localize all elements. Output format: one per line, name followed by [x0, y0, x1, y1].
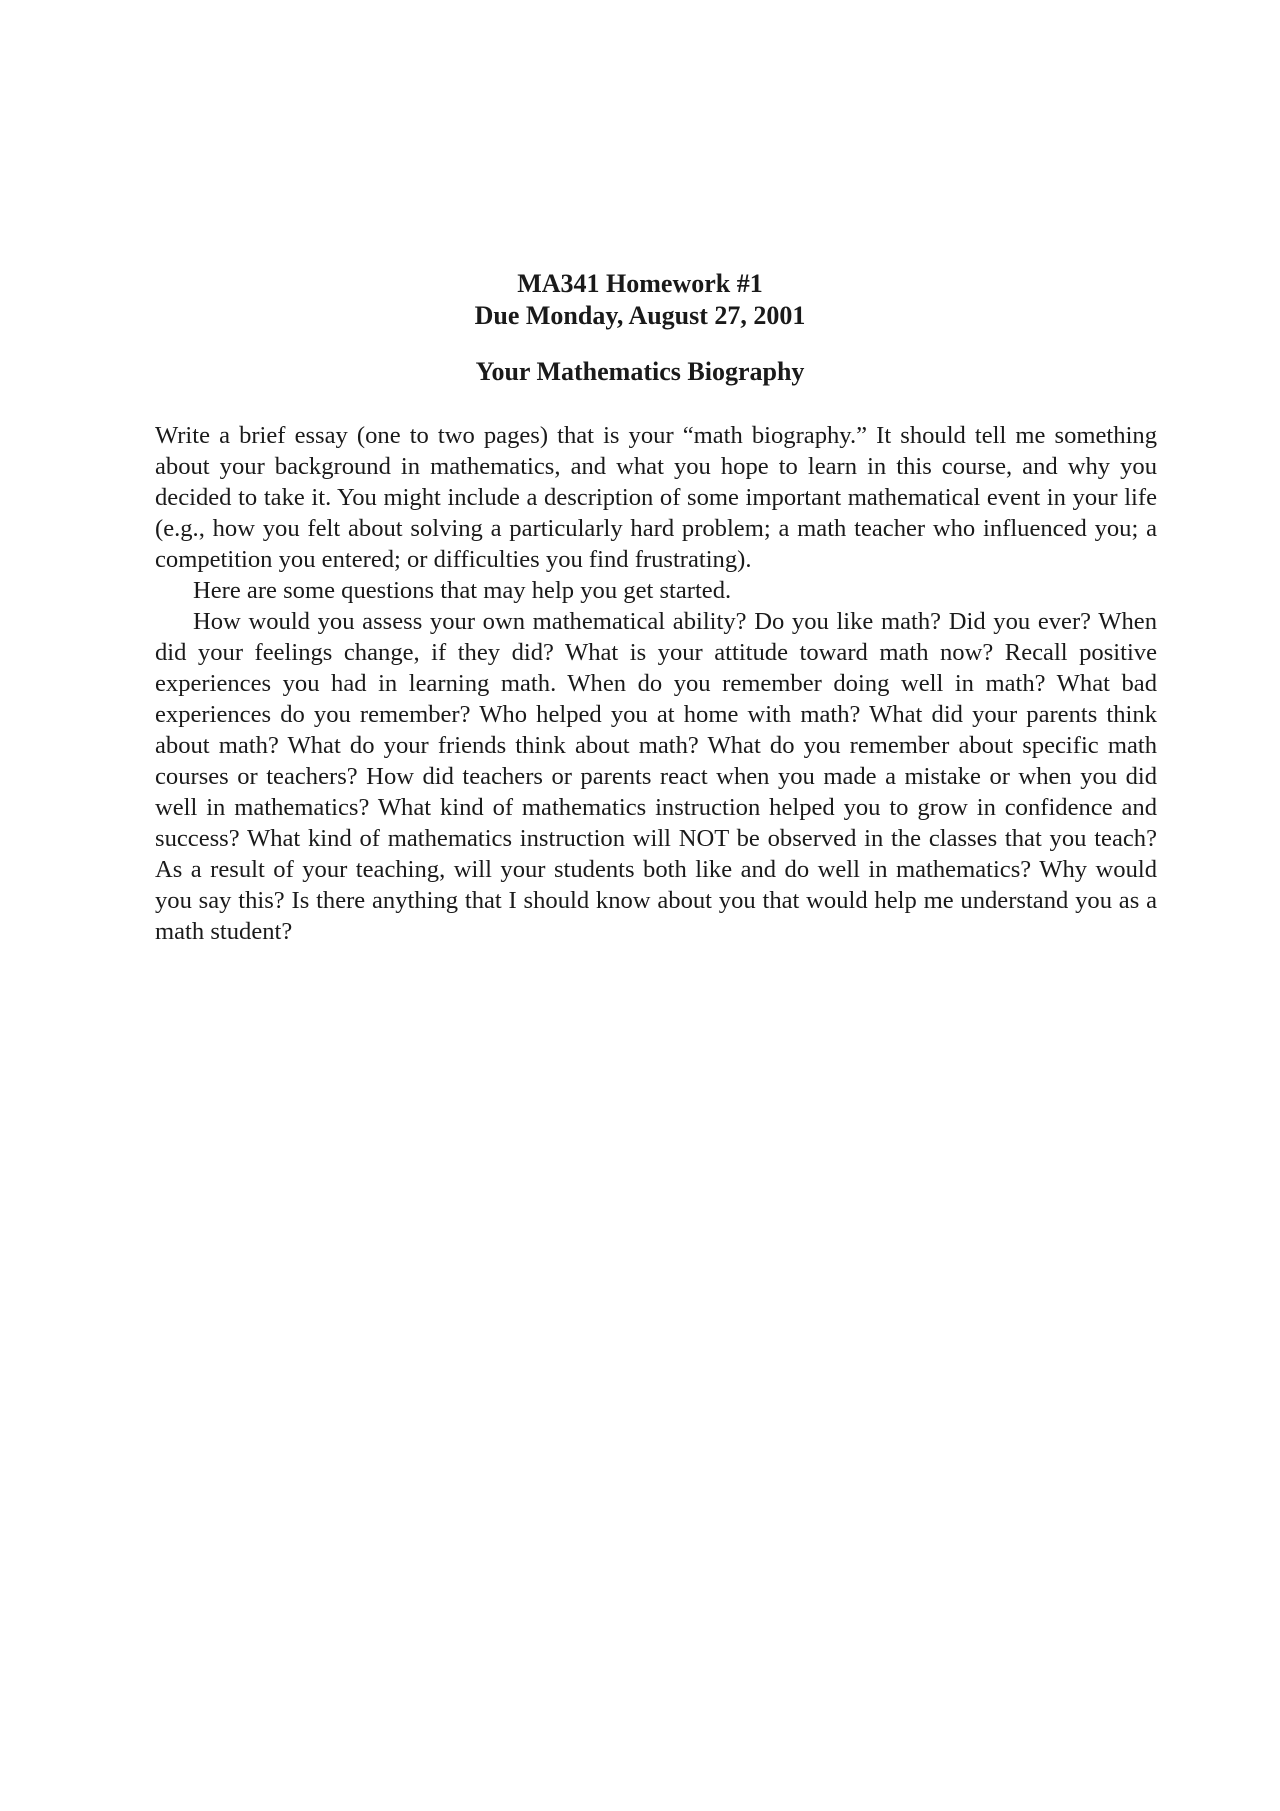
document-body: [155, 420, 1157, 947]
course-title: MA341 Homework #1: [517, 269, 763, 298]
intro-paragraph: Write a brief essay (one to two pages) that is your “math biography.” It should tell me something about your background in mathematics, and what you hope to learn in this course, and why you decided to take it. You might include a description of some important mathematical event in your life (e.g., how you felt about solving a particularly hard problem; a math teacher who influenced you; a competition you entered; or difficulties you find frustrating).: [155, 422, 1157, 573]
prompt-paragraph: Here are some questions that may help you get started.: [193, 577, 732, 604]
due-date: Due Monday, August 27, 2001: [474, 301, 806, 330]
assignment-subtitle: Your Mathematics Biography: [475, 357, 805, 386]
document-header: [0, 268, 1280, 388]
questions-paragraph: How would you assess your own mathematical ability? Do you like math? Did you ever? When did your feelings change, if they did? What is your attitude toward math now? Recall positive experiences you had in learning math. When do you remember doing well in math? What bad experiences do you remember? Who helped you at home with math? What did your parents think about math? What do your friends think about math? What do you remember about specific math courses or teachers? How did teachers or parents react when you made a mistake or when you did well in mathematics? What kind of mathematics instruction helped you to grow in confidence and success? What kind of mathematics instruction will NOT be observed in the classes that you teach? As a result of your teaching, will your students both like and do well in mathematics? Why would you say this? Is there anything that I should know about you that would help me understand you as a math student?: [155, 608, 1157, 945]
